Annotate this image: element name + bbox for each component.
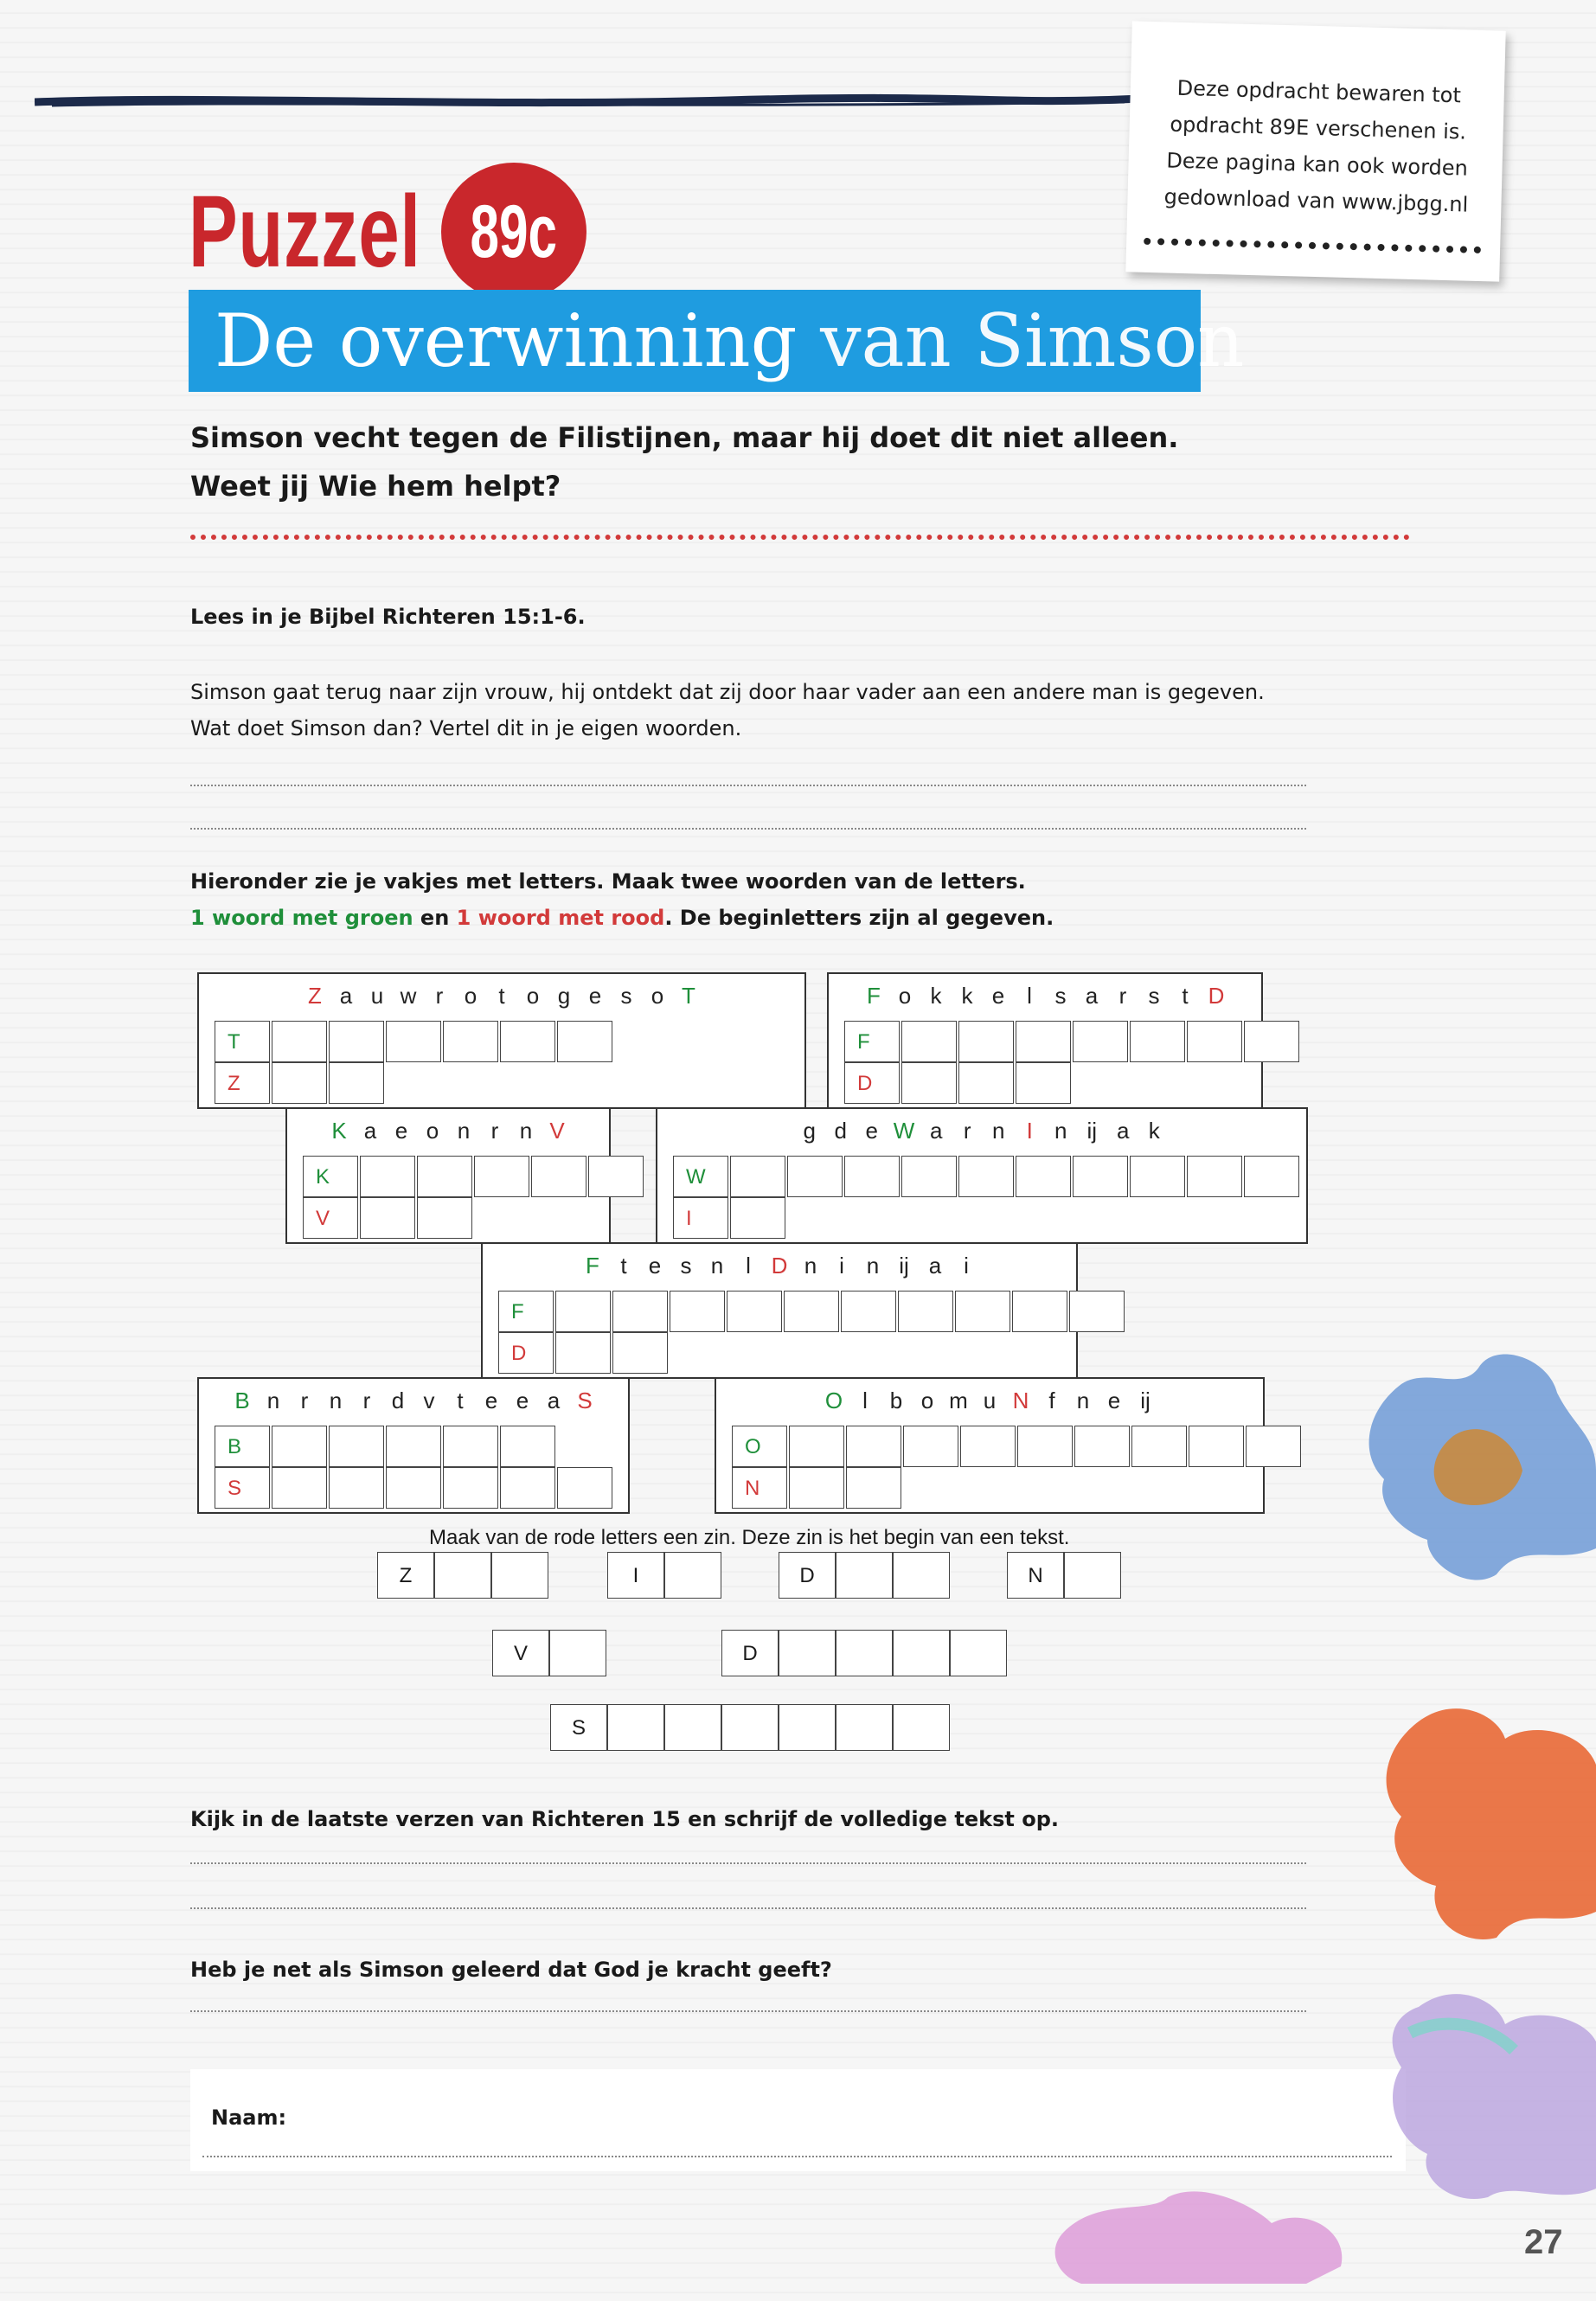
letter: S <box>577 1388 593 1413</box>
scrambled-letters <box>657 1118 1306 1144</box>
sentence-answer-cell[interactable] <box>836 1630 893 1676</box>
start-letter-cell: N <box>732 1467 787 1509</box>
letter: r <box>362 1388 371 1413</box>
letter: l <box>1027 983 1032 1009</box>
letter: a <box>547 1388 561 1413</box>
answer-cell[interactable] <box>958 1062 1014 1104</box>
red-word-row <box>673 1197 787 1239</box>
sentence-word-6 <box>721 1630 1007 1676</box>
answer-cell[interactable] <box>443 1467 498 1509</box>
letter: a <box>363 1118 377 1144</box>
letter: e <box>484 1388 498 1413</box>
answer-cell[interactable] <box>730 1197 785 1239</box>
letter: i <box>964 1253 969 1279</box>
question-1-line-1: Simson gaat terug naar zijn vrouw, hij ontdekt dat zij door haar vader aan een andere man is gegeven. <box>190 680 1265 704</box>
answer-cell[interactable] <box>329 1062 384 1104</box>
letter-puzzle-3 <box>285 1107 611 1244</box>
answer-cell[interactable] <box>844 1156 900 1197</box>
sentence-answer-cell[interactable] <box>607 1704 664 1751</box>
red-word-row <box>844 1062 1073 1104</box>
title-banner <box>189 290 1245 392</box>
sticky-note <box>1125 21 1505 281</box>
answer-cell[interactable] <box>1073 1156 1128 1197</box>
letter: s <box>1054 983 1067 1009</box>
start-letter-cell: F <box>498 1291 554 1332</box>
letter-puzzle-6 <box>197 1377 630 1514</box>
sentence-start-cell: V <box>492 1630 549 1676</box>
answer-cell[interactable] <box>1244 1021 1299 1062</box>
letter: e <box>648 1253 662 1279</box>
letter: a <box>928 1253 942 1279</box>
answer-cell[interactable] <box>555 1332 611 1374</box>
answer-cell[interactable] <box>443 1021 498 1062</box>
note-line-4: gedownload van www.jbgg.nl <box>1163 184 1469 217</box>
sentence-answer-cell[interactable] <box>893 1552 950 1599</box>
letter: V <box>549 1118 565 1144</box>
letter: o <box>651 983 664 1009</box>
intro-text: Simson vecht tegen de Filistijnen, maar hij doet dit niet alleen. Weet jij Wie hem helpt? <box>190 421 1179 503</box>
sentence-answer-cell[interactable] <box>434 1552 491 1599</box>
letter: s <box>620 983 632 1009</box>
answer-line[interactable] <box>190 785 1306 786</box>
letter: w <box>400 983 417 1009</box>
answer-cell[interactable] <box>787 1156 843 1197</box>
red-word-row <box>303 1197 474 1239</box>
sentence-start-cell: D <box>721 1630 779 1676</box>
letter: b <box>889 1388 903 1413</box>
answer-cell[interactable] <box>417 1156 472 1197</box>
letter-puzzle-4 <box>656 1107 1308 1244</box>
answer-cell[interactable] <box>1074 1426 1130 1467</box>
puzzle-piece-pink-icon <box>1047 2180 1358 2284</box>
letter-puzzle-1 <box>197 972 806 1109</box>
answer-cell[interactable] <box>1131 1426 1187 1467</box>
note-line-1: Deze opdracht bewaren tot <box>1176 75 1462 108</box>
answer-cell[interactable] <box>955 1291 1010 1332</box>
answer-cell[interactable] <box>272 1426 327 1467</box>
answer-cell[interactable] <box>789 1467 844 1509</box>
letter: r <box>963 1118 971 1144</box>
green-word-row <box>732 1426 1303 1467</box>
red-word-row <box>215 1467 614 1509</box>
name-input-line[interactable] <box>202 2156 1392 2157</box>
letter: F <box>867 983 881 1009</box>
green-word-row <box>215 1021 614 1062</box>
answer-cell[interactable] <box>1187 1021 1242 1062</box>
letter: t <box>1182 983 1189 1009</box>
sentence-answer-cell[interactable] <box>721 1704 779 1751</box>
read-instruction: Lees in je Bijbel Richteren 15:1-6. <box>190 605 586 629</box>
green-word-row <box>673 1156 1301 1197</box>
scrambled-letters <box>483 1253 1076 1279</box>
answer-cell[interactable] <box>474 1156 529 1197</box>
letter: e <box>588 983 602 1009</box>
note-dotted-line <box>1144 238 1481 253</box>
letter: n <box>266 1388 280 1413</box>
answer-cell[interactable] <box>329 1021 384 1062</box>
answer-cell[interactable] <box>531 1156 586 1197</box>
letter: k <box>930 983 942 1009</box>
letter: s <box>680 1253 692 1279</box>
note-text <box>1143 69 1492 223</box>
start-letter-cell: F <box>844 1021 900 1062</box>
answer-cell[interactable] <box>386 1467 441 1509</box>
letter: n <box>519 1118 533 1144</box>
start-letter-cell: D <box>498 1332 554 1374</box>
scrambled-letters <box>199 983 804 1009</box>
letter: e <box>865 1118 878 1144</box>
answer-cell[interactable] <box>360 1156 415 1197</box>
letter: f <box>1048 1388 1055 1413</box>
answer-cell[interactable] <box>360 1197 415 1239</box>
letter: o <box>464 983 478 1009</box>
answer-cell[interactable] <box>670 1291 725 1332</box>
answer-cell[interactable] <box>555 1291 611 1332</box>
answer-cell[interactable] <box>1189 1426 1244 1467</box>
answer-cell[interactable] <box>1016 1156 1071 1197</box>
green-word-row <box>498 1291 1126 1332</box>
letter: t <box>457 1388 464 1413</box>
sentence-answer-cell[interactable] <box>779 1704 836 1751</box>
letter: n <box>992 1118 1005 1144</box>
letter: u <box>983 1388 997 1413</box>
sentence-start-cell: Z <box>377 1552 434 1599</box>
letter: e <box>1107 1388 1121 1413</box>
scrambled-letters <box>287 1118 609 1144</box>
answer-cell[interactable] <box>1244 1156 1299 1197</box>
start-letter-cell: V <box>303 1197 358 1239</box>
sentence-answer-cell[interactable] <box>1064 1552 1121 1599</box>
letter: n <box>457 1118 471 1144</box>
scrambled-letters <box>199 1388 628 1414</box>
answer-cell[interactable] <box>846 1467 901 1509</box>
answer-line[interactable] <box>190 1907 1306 1909</box>
answer-cell[interactable] <box>1012 1291 1067 1332</box>
banner-main-text: De overwinning <box>215 298 798 383</box>
letter: ij <box>899 1253 909 1279</box>
red-word-row <box>215 1062 386 1104</box>
note-line-2: opdracht 89E verschenen is. <box>1170 112 1467 144</box>
section3-question: Heb je net als Simson geleerd dat God je kracht geeft? <box>190 1958 832 1982</box>
sentence-word-5 <box>492 1630 606 1676</box>
answer-cell[interactable] <box>1069 1291 1125 1332</box>
answer-cell[interactable] <box>1016 1062 1071 1104</box>
answer-line[interactable] <box>190 828 1306 830</box>
sentence-answer-cell[interactable] <box>893 1630 950 1676</box>
start-letter-cell: W <box>673 1156 728 1197</box>
answer-cell[interactable] <box>1130 1021 1185 1062</box>
puzzle-piece-blue-icon <box>1349 1332 1596 1592</box>
scrambled-letters <box>716 1388 1263 1414</box>
answer-cell[interactable] <box>730 1156 785 1197</box>
start-letter-cell: O <box>732 1426 787 1467</box>
answer-cell[interactable] <box>841 1291 896 1332</box>
letter: n <box>804 1253 817 1279</box>
letter: r <box>435 983 444 1009</box>
sentence-word-2 <box>607 1552 721 1599</box>
letter: N <box>1012 1388 1029 1413</box>
answer-cell[interactable] <box>901 1156 957 1197</box>
sentence-answer-cell[interactable] <box>664 1704 721 1751</box>
letter: d <box>834 1118 847 1144</box>
answer-cell[interactable] <box>500 1426 555 1467</box>
letter-puzzle-2 <box>827 972 1263 1109</box>
answer-cell[interactable] <box>1016 1021 1071 1062</box>
answer-cell[interactable] <box>1187 1156 1242 1197</box>
letter: e <box>516 1388 529 1413</box>
answer-cell[interactable] <box>588 1156 644 1197</box>
start-letter-cell: K <box>303 1156 358 1197</box>
letter: g <box>557 983 571 1009</box>
letter: F <box>586 1253 599 1279</box>
name-box <box>190 2069 1406 2171</box>
answer-cell[interactable] <box>846 1426 901 1467</box>
answer-cell[interactable] <box>903 1426 958 1467</box>
start-letter-cell: S <box>215 1467 270 1509</box>
answer-cell[interactable] <box>386 1426 441 1467</box>
sentence-word-4 <box>1007 1552 1121 1599</box>
start-letter-cell: T <box>215 1021 270 1062</box>
letter: t <box>620 1253 627 1279</box>
name-label: Naam: <box>211 2106 287 2130</box>
answer-cell[interactable] <box>958 1021 1014 1062</box>
answer-cell[interactable] <box>1073 1021 1128 1062</box>
answer-cell[interactable] <box>612 1291 668 1332</box>
letter: W <box>893 1118 915 1144</box>
letter: m <box>949 1388 968 1413</box>
letter: o <box>526 983 540 1009</box>
letter: ij <box>1086 1118 1098 1144</box>
letter: i <box>839 1253 844 1279</box>
sentence-answer-cell[interactable] <box>893 1704 950 1751</box>
answer-cell[interactable] <box>443 1426 498 1467</box>
letter-puzzle-7 <box>715 1377 1265 1514</box>
letter: v <box>423 1388 435 1413</box>
sentence-word-3 <box>779 1552 950 1599</box>
sentence-start-cell: I <box>607 1552 664 1599</box>
sentence-caption: Maak van de rode letters een zin. Deze zin is het begin van een tekst. <box>429 1526 1070 1549</box>
letter: l <box>862 1388 868 1413</box>
letter: D <box>771 1253 788 1279</box>
letter: B <box>234 1388 250 1413</box>
banner-light-text: van Simson <box>820 298 1245 383</box>
answer-cell[interactable] <box>1246 1426 1301 1467</box>
letter: r <box>1118 983 1127 1009</box>
letter: l <box>746 1253 751 1279</box>
sentence-start-cell: D <box>779 1552 836 1599</box>
answer-line[interactable] <box>190 2010 1306 2012</box>
letter: n <box>1076 1388 1090 1413</box>
letter: k <box>1148 1118 1160 1144</box>
sentence-answer-cell[interactable] <box>950 1630 1007 1676</box>
answer-cell[interactable] <box>901 1062 957 1104</box>
letter: n <box>710 1253 724 1279</box>
pen-stroke-decoration <box>35 93 1142 111</box>
answer-cell[interactable] <box>272 1062 327 1104</box>
sentence-word-7 <box>550 1704 950 1751</box>
answer-cell[interactable] <box>612 1332 668 1374</box>
letter: d <box>391 1388 405 1413</box>
answer-cell[interactable] <box>1130 1156 1185 1197</box>
answer-cell[interactable] <box>958 1156 1014 1197</box>
letter: o <box>920 1388 934 1413</box>
letter: n <box>329 1388 343 1413</box>
answer-cell[interactable] <box>960 1426 1016 1467</box>
sentence-answer-cell[interactable] <box>779 1630 836 1676</box>
sentence-start-cell: S <box>550 1704 607 1751</box>
puzzle-piece-orange-icon <box>1375 1687 1596 1946</box>
answer-cell[interactable] <box>417 1197 472 1239</box>
question-1-line-2: Wat doet Simson dan? Vertel dit in je eigen woorden. <box>190 716 742 740</box>
sentence-answer-cell[interactable] <box>491 1552 548 1599</box>
page-number: 27 <box>1524 2223 1563 2261</box>
letter: o <box>898 983 912 1009</box>
letter: n <box>1054 1118 1067 1144</box>
sentence-word-1 <box>377 1552 548 1599</box>
letter-puzzle-5 <box>481 1242 1078 1379</box>
sentence-start-cell: N <box>1007 1552 1064 1599</box>
answer-cell[interactable] <box>557 1467 612 1509</box>
answer-cell[interactable] <box>272 1021 327 1062</box>
letter: u <box>370 983 384 1009</box>
red-word-row <box>732 1467 903 1509</box>
answer-cell[interactable] <box>557 1021 612 1062</box>
letter: r <box>490 1118 499 1144</box>
answer-cell[interactable] <box>901 1021 957 1062</box>
answer-cell[interactable] <box>898 1291 953 1332</box>
letter: D <box>1208 983 1225 1009</box>
letter: a <box>339 983 353 1009</box>
letter: e <box>991 983 1005 1009</box>
answer-cell[interactable] <box>272 1467 327 1509</box>
answer-cell[interactable] <box>329 1467 384 1509</box>
letter: t <box>498 983 505 1009</box>
green-word-row <box>303 1156 645 1197</box>
letter: Z <box>308 983 322 1009</box>
puzzle-instruction-1: Hieronder zie je vakjes met letters. Maak twee woorden van de letters. <box>190 869 1026 894</box>
letter: a <box>930 1118 943 1144</box>
letter: K <box>331 1118 347 1144</box>
answer-cell[interactable] <box>789 1426 844 1467</box>
start-letter-cell: Z <box>215 1062 270 1104</box>
answer-cell[interactable] <box>500 1467 555 1509</box>
answer-cell[interactable] <box>386 1021 441 1062</box>
letter: o <box>426 1118 439 1144</box>
sentence-answer-cell[interactable] <box>836 1704 893 1751</box>
puzzle-number-badge: 89c <box>441 163 586 301</box>
puzzle-piece-purple-icon <box>1384 1981 1596 2206</box>
letter: n <box>866 1253 880 1279</box>
answer-cell[interactable] <box>500 1021 555 1062</box>
red-word-row <box>498 1332 670 1374</box>
letter: g <box>803 1118 816 1144</box>
letter: e <box>394 1118 408 1144</box>
sentence-answer-cell[interactable] <box>836 1552 893 1599</box>
green-word-row <box>844 1021 1301 1062</box>
puzzle-instruction-2: 1 woord met groen en 1 woord met rood. De beginletters zijn al gegeven. <box>190 906 1054 930</box>
letter: O <box>824 1388 843 1413</box>
letter: s <box>1148 983 1160 1009</box>
red-dotted-divider <box>190 535 1410 540</box>
note-line-3: Deze pagina kan ook worden <box>1166 148 1469 181</box>
page-title: Puzzel <box>189 175 421 289</box>
letter: r <box>300 1388 309 1413</box>
sentence-answer-cell[interactable] <box>549 1630 606 1676</box>
answer-cell[interactable] <box>329 1426 384 1467</box>
letter: I <box>1026 1118 1033 1144</box>
letter: ij <box>1140 1388 1151 1413</box>
letter: k <box>961 983 973 1009</box>
letter: a <box>1085 983 1099 1009</box>
sentence-answer-cell[interactable] <box>664 1552 721 1599</box>
start-letter-cell: B <box>215 1426 270 1467</box>
start-letter-cell: I <box>673 1197 728 1239</box>
green-word-row <box>215 1426 557 1467</box>
letter: a <box>1117 1118 1130 1144</box>
scrambled-letters <box>829 983 1261 1009</box>
start-letter-cell: D <box>844 1062 900 1104</box>
answer-cell[interactable] <box>784 1291 839 1332</box>
answer-cell[interactable] <box>727 1291 782 1332</box>
section3-instruction: Kijk in de laatste verzen van Richteren 15 en schrijf de volledige tekst op. <box>190 1807 1060 1831</box>
letter: T <box>682 983 695 1009</box>
answer-line[interactable] <box>190 1862 1306 1864</box>
answer-cell[interactable] <box>1017 1426 1073 1467</box>
